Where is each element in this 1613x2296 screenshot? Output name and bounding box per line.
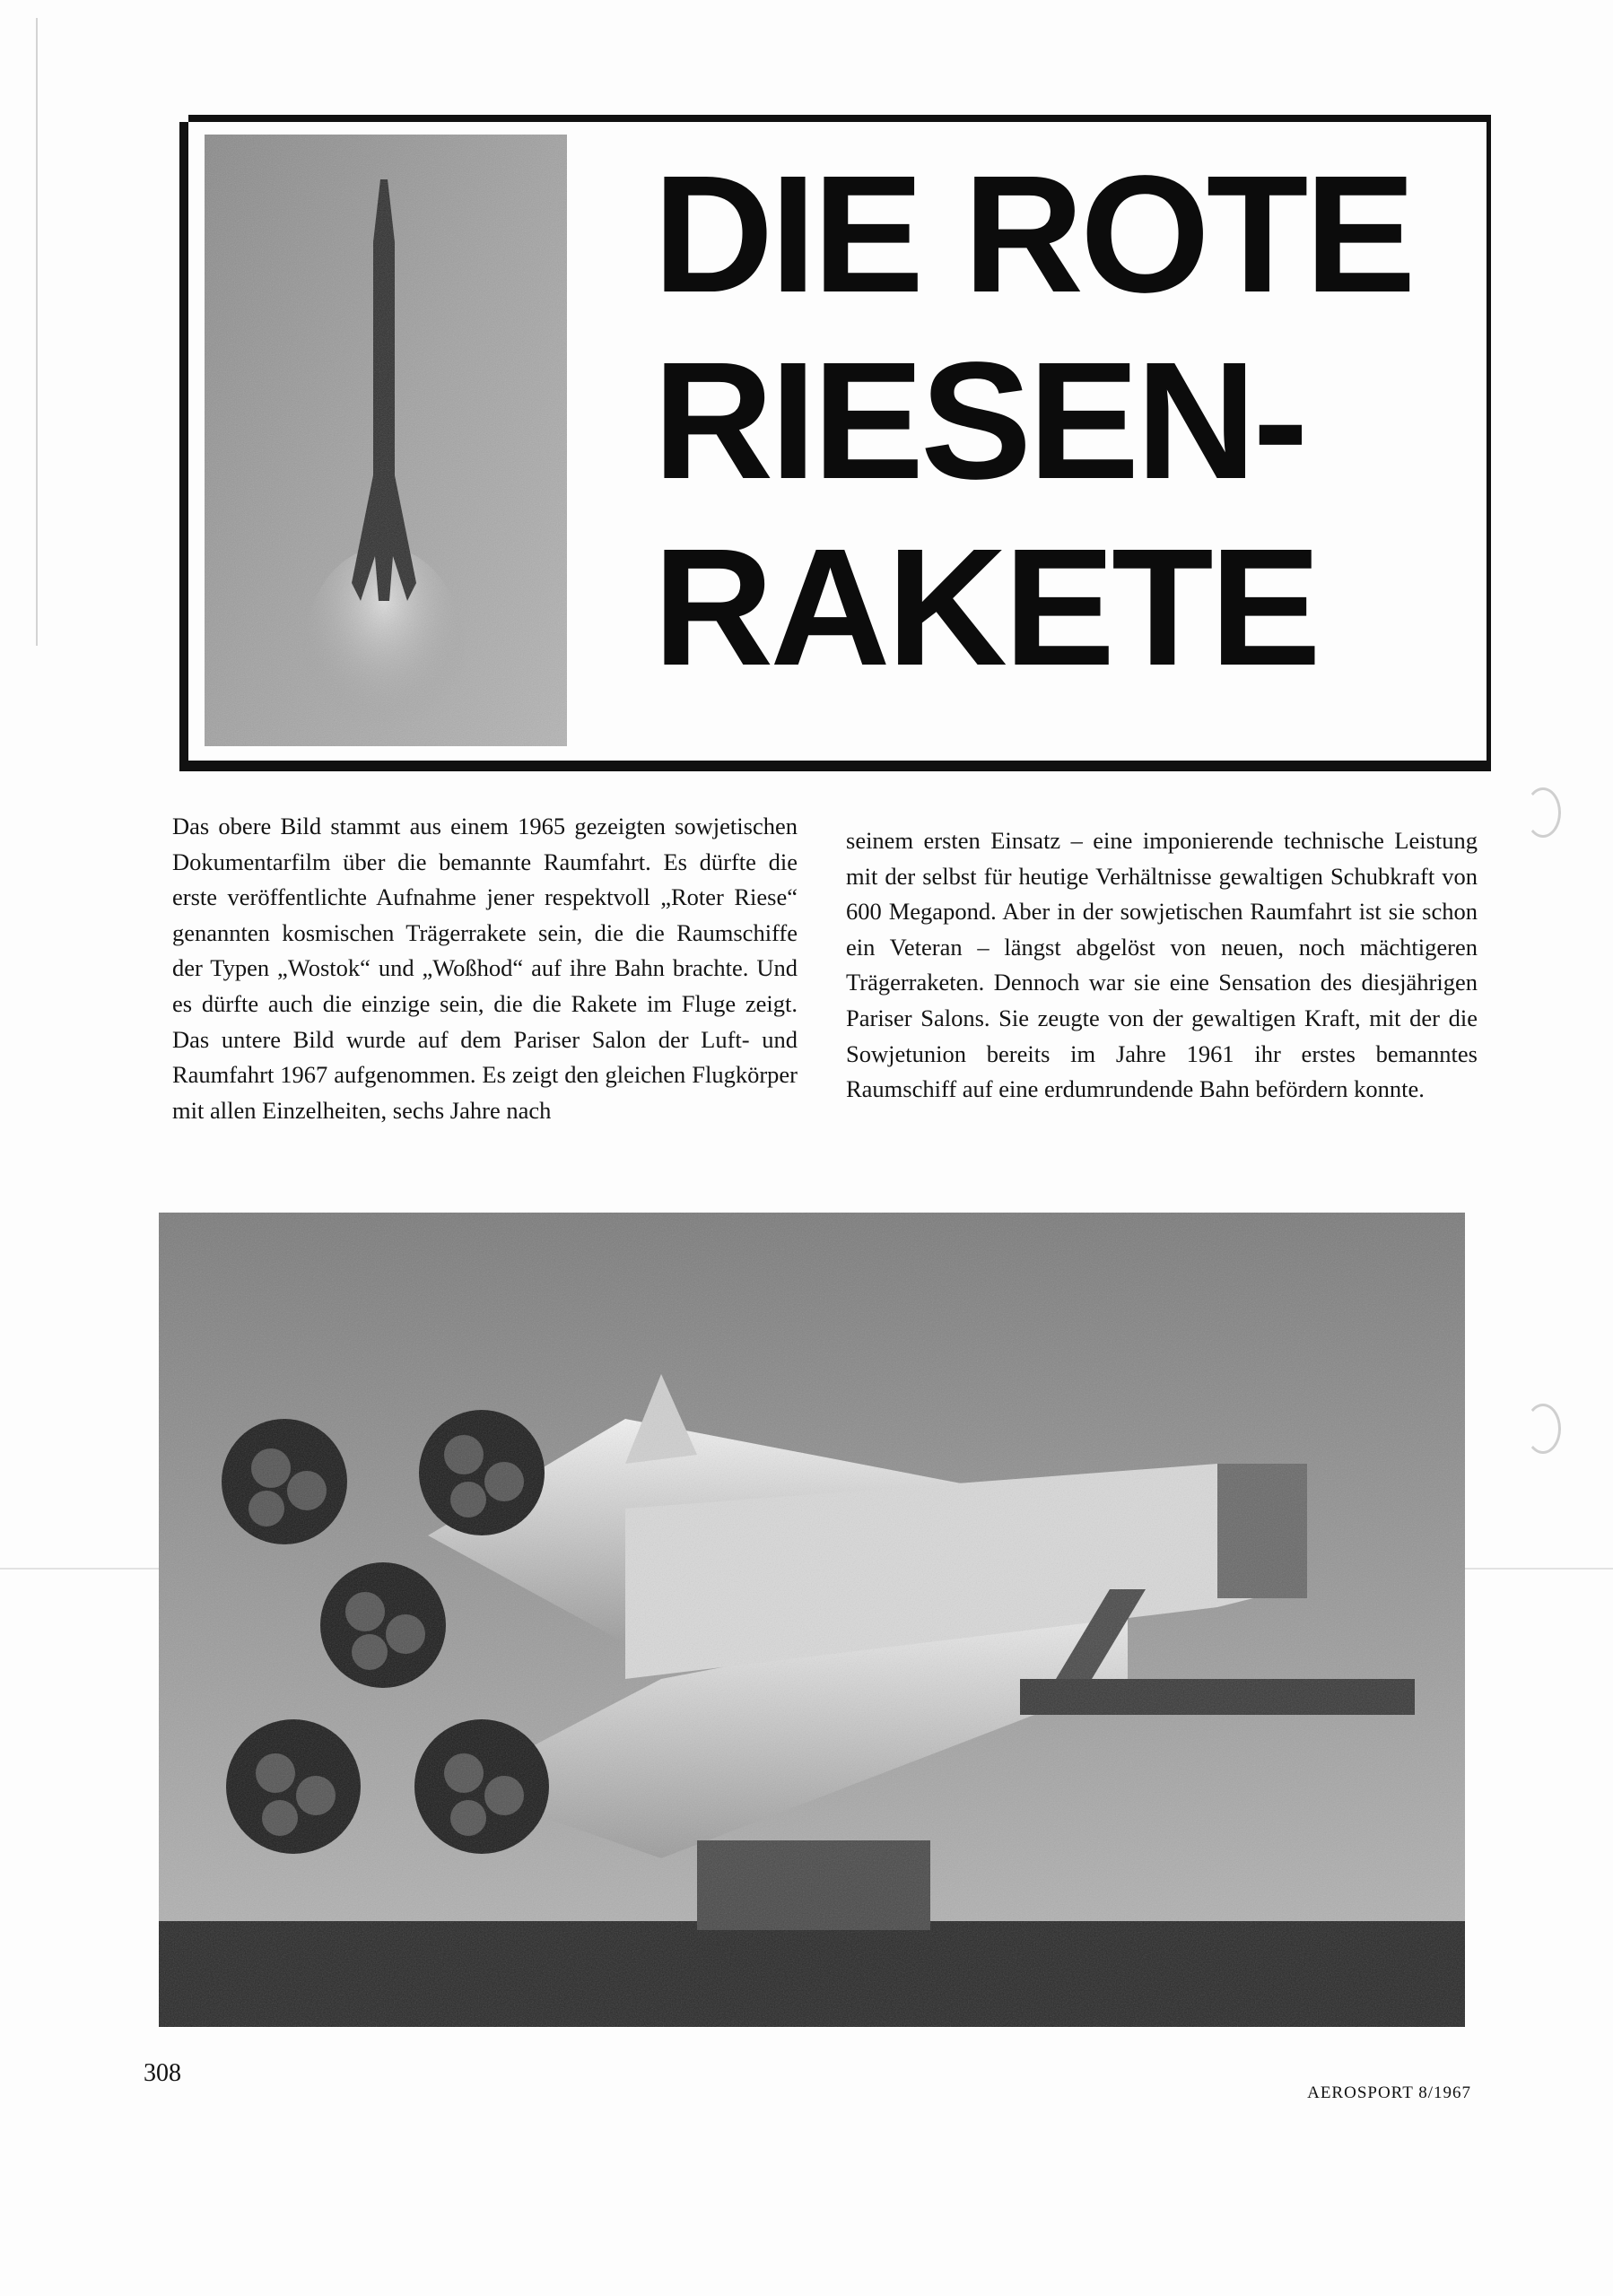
punch-hole [1525,1404,1561,1454]
punch-hole [1525,787,1561,838]
title-line-2: RIESEN- [653,328,1305,514]
article-column-right: seinem ersten Einsatz – eine imponierende technische Leistung mit der selbst für heutige Verhältnisse gewaltigen Schubkraft von 600 Megapond. Aber in der sowjetischen Raumfahrt ist sie schon ein Veteran – längst abgelöst von neuen, noch mächtigeren Trägerraketen. Dennoch war sie eine Sensation des diesjährigen Pariser Salons. Sie zeugte von der gewaltigen Kraft, mit der die Sowjetunion bereits im Jahre 1961 ihr erstes bemanntes Raumschiff auf eine erdumrundende Bahn befördern konnte. [846,827,1478,1103]
title-line-3: RAKETE [653,515,1318,700]
frame-border-right [1487,122,1491,763]
article-column-left: Das obere Bild stammt aus einem 1965 gezeigten sowjetischen Dokumentarfilm über die bemannte Raumfahrt. Es dürfte die erste veröffentlichte Aufnahme jener respektvoll „Roter Riese“ genannten kosmischen Trägerrakete sein, die die Raumschiffe der Typen „Wostok“ und „Woßhod“ auf ihre Bahn brachte. Und es dürfte auch die einzige sein, die die Rakete im Fluge zeigt. Das untere Bild wurde auf dem Pariser Salon der Luft- und Raumfahrt 1967 aufgenommen. Es zeigt den gleichen Flugkörper mit allen Einzelheiten, sechs Jahre nach [172,813,798,1124]
rocket-in-flight-image [205,135,567,746]
article-title [653,142,1460,701]
title-line-1: DIE ROTE [653,142,1413,327]
rocket-exhibition-image [159,1213,1465,2027]
magazine-issue: AEROSPORT 8/1967 [1307,2083,1471,2102]
rocket-exhibition-photo [159,1213,1465,2027]
page-edge-line [36,18,38,646]
frame-border-left [179,122,188,766]
frame-border-top [188,115,1491,122]
frame-border-bottom [179,761,1491,771]
title-frame [179,115,1491,771]
page-number: 308 [144,2059,181,2087]
rocket-in-flight-photo [205,135,567,746]
